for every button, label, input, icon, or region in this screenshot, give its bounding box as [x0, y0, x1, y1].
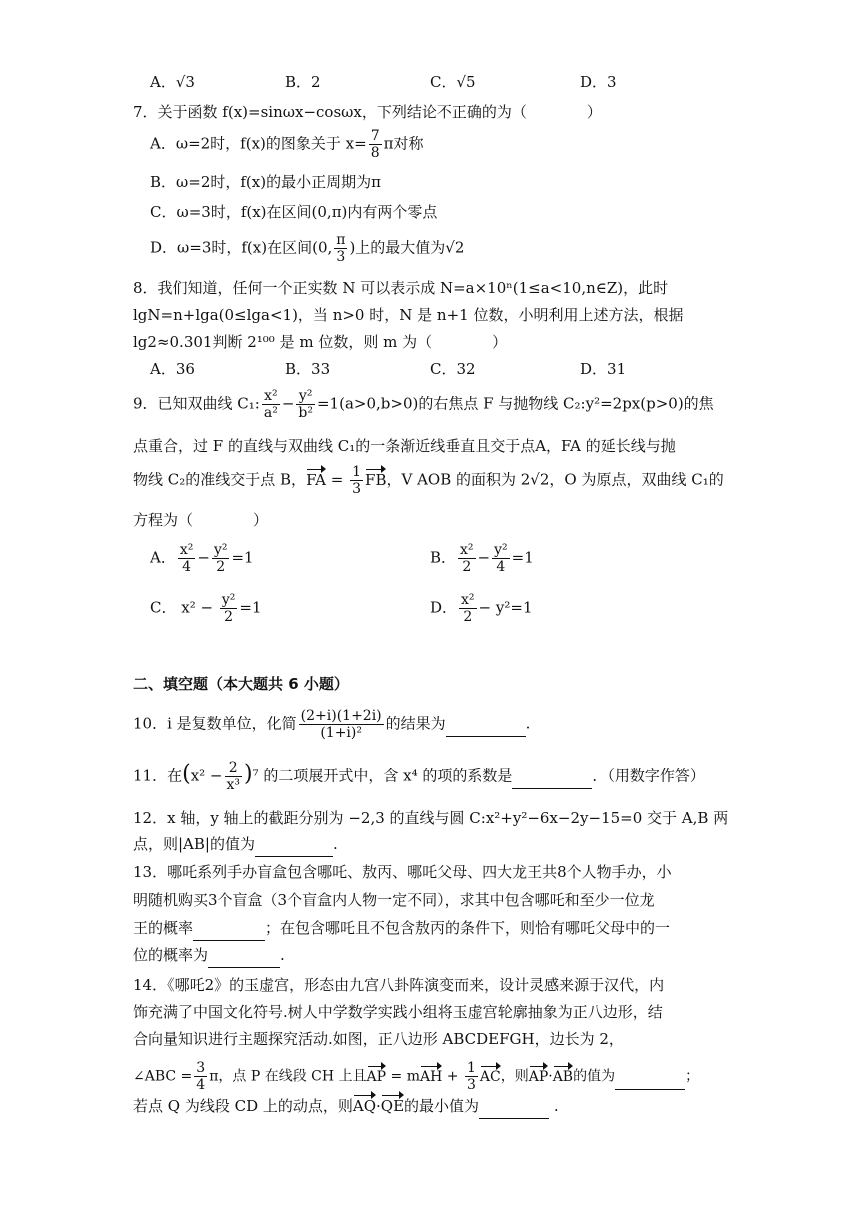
q9-option-a: A． $\frac{\text{x²}}{4}$ − $\frac{\text{y²}}{2}$ =1 — [150, 542, 254, 575]
q14-line-3: 合向量知识进行主题探究活动.如图，正八边形 ABCDEFGH，边长为 2， — [133, 1030, 624, 1048]
q12-answer-blank[interactable] — [255, 832, 333, 857]
q8-option-a: A．36 — [150, 360, 195, 378]
q13-line-3: 王的概率 ；在包含哪吒且不包含敖丙的条件下，则恰有哪吒父母中的一 — [133, 916, 735, 941]
q6-option-c: C．√5 — [430, 73, 476, 91]
q14-line-1: 14．《哪吒2》的玉虚宫，形态由九宫八卦阵演变而来，设计灵感来源于汉代，内 — [133, 976, 665, 994]
q12-line-2: 点，则|AB|的值为 . — [133, 832, 735, 857]
q7-option-b: B．ω=2时，f(x)的最小正周期为π — [150, 173, 381, 191]
section-title: 二、填空题（本大题共 6 小题） — [133, 675, 349, 693]
q14-line-2: 饰充满了中国文化符号.树人中学数学实践小组将玉虚宫轮廓抽象为正八边形，结 — [133, 1003, 663, 1021]
q10-answer-blank[interactable] — [446, 712, 526, 737]
q9-line-1: 9．已知双曲线 C₁: $\frac{\text{x²}}{\text{a²}}$ − $\frac{\text{y²}}{\text{b²}}$ =1(a>0,b>0)的右焦点 F 与抛物线 C₂:y²=2px(p>0)的焦 — [133, 388, 714, 421]
q7-stem: 7．关于函数 f(x)=sinωx−cosωx，下列结论不正确的为（ ） — [133, 103, 602, 121]
q11: 11．在(x² − $\frac{2}{\text{x³}}$ )⁷ 的二项展开式中，含 x⁴ 的项的系数是 ．（用数字作答） — [133, 760, 705, 793]
q7-option-d: D．ω=3时，f(x)在区间(0, $\frac{\pi}{3}$ )上的最大值为√2 — [150, 232, 465, 265]
q12-line-1: 12．x 轴，y 轴上的截距分别为 −2,3 的直线与圆 C:x²+y²−6x−2y−15=0 交于 A,B 两 — [133, 809, 729, 827]
q7-option-a: A．ω=2时，f(x)的图象关于 x= $\frac{7}{8}$ π对称 — [150, 128, 424, 161]
q6-option-d: D．3 — [580, 73, 617, 91]
q8-option-b: B．33 — [285, 360, 331, 378]
q8-option-d: D．31 — [580, 360, 627, 378]
q13-answer-blank-1[interactable] — [193, 916, 265, 941]
q9-option-c: C． x² − $\frac{\text{y²}}{2}$ =1 — [150, 592, 262, 625]
q14-answer-blank-2[interactable] — [479, 1094, 549, 1119]
q9-line-4: 方程为（ ） — [133, 511, 269, 529]
q13-line-4: 位的概率为 . — [133, 943, 735, 968]
q8-line-2: lgN=n+lga(0≤lga<1)，当 n>0 时，N 是 n+1 位数，小明利用上述方法，根据 — [133, 306, 684, 324]
q7-option-c: C．ω=3时，f(x)在区间(0,π)内有两个零点 — [150, 203, 438, 221]
q13-line-1: 13．哪吒系列手办盲盒包含哪吒、敖丙、哪吒父母、四大龙王共8个人物手办，小 — [133, 863, 672, 881]
q14-answer-blank-1[interactable] — [615, 1065, 685, 1090]
q13-answer-blank-2[interactable] — [208, 943, 280, 968]
q8-line-3: lg2≈0.301判断 2¹⁰⁰ 是 m 位数，则 m 为（ ） — [133, 333, 508, 351]
q10: 10．i 是复数单位，化简 $\frac{(2+i)(1+2i)}{\text{(1+i)²}}$ 的结果为 . — [133, 708, 531, 741]
q14-line-4: ∠ABC = $\frac{3}{4}$ π，点 P 在线段 CH 上且AP = mAH + $\frac{1}{3}$ AC，则AP·AB的值为 ； — [133, 1060, 700, 1093]
q9-option-d: D． $\frac{\text{x²}}{2}$ − y²=1 — [430, 592, 533, 625]
q8-line-1: 8．我们知道，任何一个正实数 N 可以表示成 N=a×10ⁿ(1≤a<10,n∈Z)，此时 — [133, 279, 669, 297]
q9-line-2: 点重合，过 F 的直线与双曲线 C₁的一条渐近线垂直且交于点A，FA 的延长线与抛 — [133, 437, 676, 455]
q6-option-a: A．√3 — [150, 73, 195, 91]
q14-line-5: 若点 Q 为线段 CD 上的动点，则AQ·QE的最小值为 . — [133, 1094, 735, 1119]
q13-line-2: 明随机购买3个盲盒（3个盲盒内人物一定不同），求其中包含哪吒和至少一位龙 — [133, 891, 655, 909]
q9-line-3: 物线 C₂的准线交于点 B，FA = $\frac{1}{3}$ FB，V AOB 的面积为 2√2，O 为原点，双曲线 C₁的 — [133, 464, 724, 497]
q8-option-c: C．32 — [430, 360, 476, 378]
q9-option-b: B． $\frac{\text{x²}}{2}$ − $\frac{\text{y²}}{4}$ =1 — [430, 542, 534, 575]
q11-answer-blank[interactable] — [512, 764, 592, 789]
q6-option-b: B．2 — [285, 73, 321, 91]
